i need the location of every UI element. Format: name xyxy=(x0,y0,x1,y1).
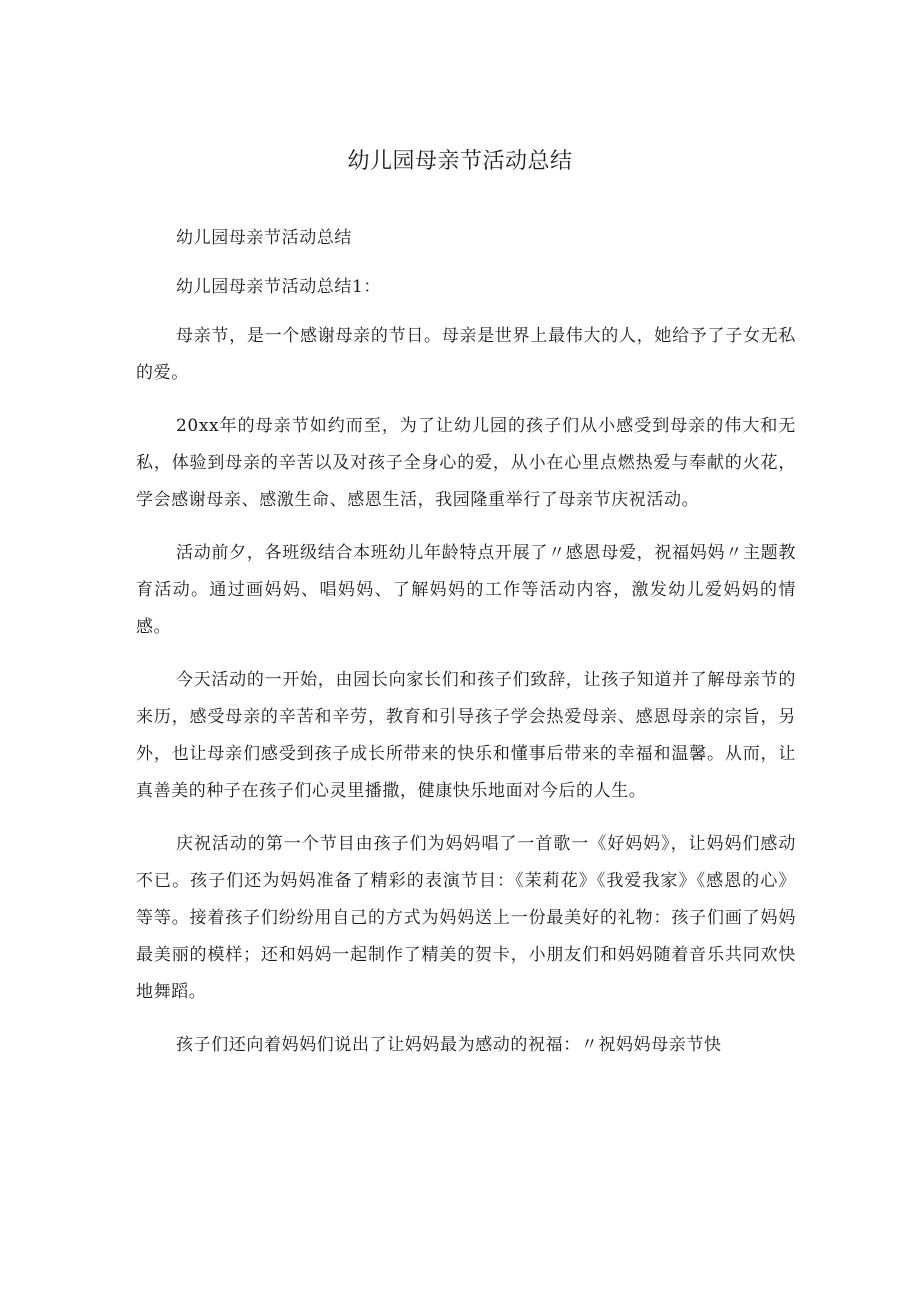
paragraph: 孩子们还向着妈妈们说出了让妈妈最为感动的祝福：〃祝妈妈母亲节快 xyxy=(176,1035,722,1055)
paragraph: 母亲节，是一个感谢母亲的节日。母亲是世界上最伟大的人，她给予了子女无私的爱。 xyxy=(136,326,796,383)
document-title: 幼儿园母亲节活动总结 xyxy=(347,149,573,174)
paragraph: 20xx年的母亲节如约而至，为了让幼儿园的孩子们从小感受到母亲的伟大和无私，体验到母亲的辛苦以及对孩子全身心的爱，从小在心里点燃热爱与奉献的火花，学会感谢母亲、感激生命、感恩生活，我园隆重举行了母亲节庆祝活动。 xyxy=(136,416,796,510)
paragraph-section-heading: 幼儿园母亲节活动总结1： xyxy=(176,277,382,297)
paragraph: 庆祝活动的第一个节目由孩子们为妈妈唱了一首歌一《好妈妈》，让妈妈们感动不已。孩子们还为妈妈准备了精彩的表演节目：《茉莉花》《我爱我家》《感恩的心》等等。接着孩子们纷纷用自己的方式为妈妈送上一份最美好的礼物：孩子们画了妈妈最美丽的模样；还和妈妈一起制作了精美的贺卡，小朋友们和妈妈随着音乐共同欢快地舞蹈。 xyxy=(136,834,796,1002)
paragraph: 今天活动的一开始，由园长向家长们和孩子们致辞，让孩子知道并了解母亲节的来历，感受母亲的辛苦和辛劳，教育和引导孩子学会热爱母亲、感恩母亲的宗旨，另外，也让母亲们感受到孩子成长所带来的快乐和懂事后带来的幸福和温馨。从而，让真善美的种子在孩子们心灵里播撒，健康快乐地面对今后的人生。 xyxy=(136,670,796,801)
document-body xyxy=(136,220,796,1080)
paragraph: 活动前夕，各班级结合本班幼儿年龄特点开展了〃感恩母爱，祝福妈妈〃主题教育活动。通过画妈妈、唱妈妈、了解妈妈的工作等活动内容，激发幼儿爱妈妈的情感。 xyxy=(136,543,796,637)
paragraph-subtitle: 幼儿园母亲节活动总结 xyxy=(176,228,352,248)
